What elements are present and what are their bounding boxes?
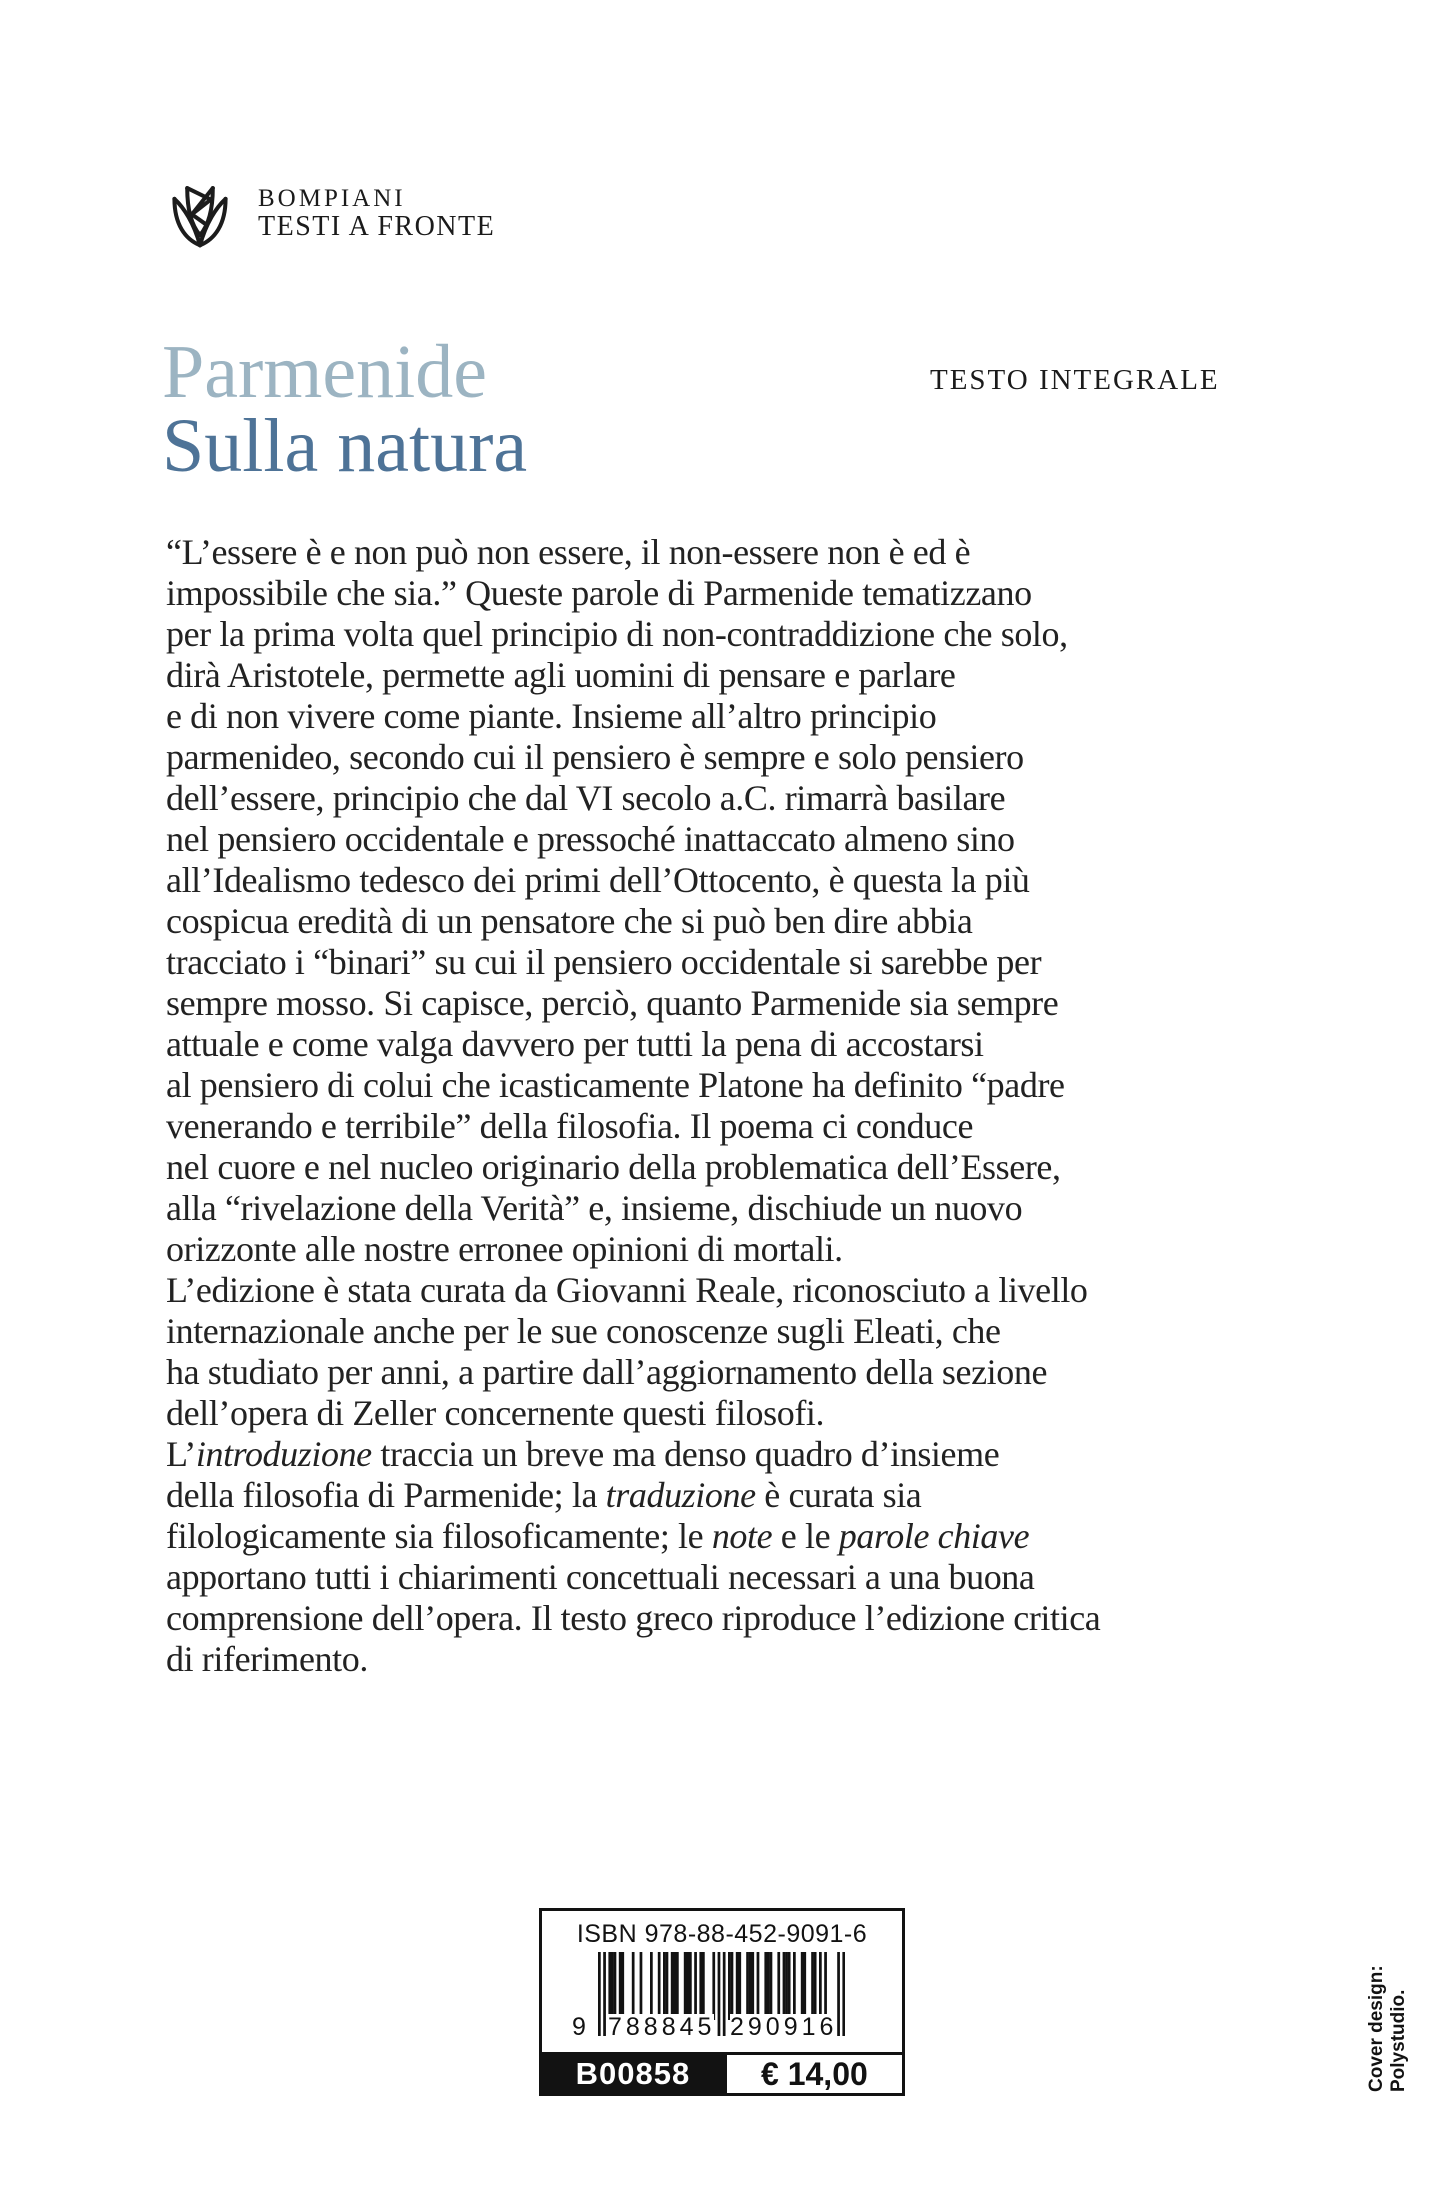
body-line: venerando e terribile” della filosofia. Il poema ci conduce <box>166 1106 974 1146</box>
isbn-text: ISBN 978-88-452-9091-6 <box>576 1920 868 1948</box>
bompiani-rose-icon <box>166 176 234 250</box>
book-title: Sulla natura <box>162 404 528 488</box>
body-line: internazionale anche per le sue conoscenze sugli Eleati, che <box>166 1311 1001 1351</box>
body-line: di riferimento. <box>166 1639 368 1679</box>
publisher-name-line1: BOMPIANI <box>258 185 406 212</box>
body-line: ha studiato per anni, a partire dall’aggiornamento della sezione <box>166 1352 1048 1392</box>
cover-design-credit: Cover design: Polystudio. <box>1366 1965 1409 2092</box>
body-line: cospicua eredità di un pensatore che si può ben dire abbia <box>166 901 973 941</box>
barcode <box>542 1952 902 2040</box>
body-line: orizzonte alle nostre erronee opinioni di mortali. <box>166 1229 843 1269</box>
body-line: alla “rivelazione della Verità” e, insieme, dischiude un nuovo <box>166 1188 1023 1228</box>
price: € 14,00 <box>724 2055 902 2093</box>
book-author: Parmenide <box>162 330 488 414</box>
barcode-label <box>539 1908 905 2096</box>
body-line: comprensione dell’opera. Il testo greco riproduce l’edizione critica <box>166 1598 1101 1638</box>
body-line: L’edizione è stata curata da Giovanni Reale, riconosciuto a livello <box>166 1270 1088 1310</box>
publisher-brand <box>166 176 495 250</box>
body-line: parmenideo, secondo cui il pensiero è sempre e solo pensiero <box>166 737 1024 777</box>
body-line: dell’essere, principio che dal VI secolo a.C. rimarrà basilare <box>166 778 1006 818</box>
body-line: al pensiero di colui che icasticamente Platone ha definito “padre <box>166 1065 1065 1105</box>
body-line: nel pensiero occidentale e pressoché inattaccato almeno sino <box>166 819 1015 859</box>
body-line: impossibile che sia.” Queste parole di Parmenide tematizzano <box>166 573 1032 613</box>
barcode-digits-right: 290916 <box>730 2013 838 2041</box>
body-line: all’Idealismo tedesco dei primi dell’Ottocento, è questa la più <box>166 860 1030 900</box>
body-line: attuale e come valga davvero per tutti la pena di accostarsi <box>166 1024 984 1064</box>
body-line: per la prima volta quel principio di non-contraddizione che solo, <box>166 614 1068 654</box>
body-line: “L’essere è e non può non essere, il non-essere non è ed è <box>166 532 971 572</box>
publisher-code: B00858 <box>542 2055 724 2093</box>
body-text <box>166 532 1100 1680</box>
body-line: dell’opera di Zeller concernente questi filosofi. <box>166 1393 825 1433</box>
edition-badge: TESTO INTEGRALE <box>930 364 1220 396</box>
title-block <box>162 330 528 488</box>
body-line: tracciato i “binari” su cui il pensiero occidentale si sarebbe per <box>166 942 1042 982</box>
label-bottom-row <box>542 2052 902 2093</box>
body-line: filologicamente sia filosoficamente; le note e le parole chiave <box>166 1516 1030 1556</box>
body-line: dirà Aristotele, permette agli uomini di pensare e parlare <box>166 655 956 695</box>
body-line: L’introduzione traccia un breve ma denso quadro d’insieme <box>166 1434 1000 1474</box>
body-line: e di non vivere come piante. Insieme all’altro principio <box>166 696 937 736</box>
body-line: della filosofia di Parmenide; la traduzione è curata sia <box>166 1475 922 1515</box>
barcode-digit-lead: 9 <box>572 2013 586 2041</box>
publisher-name <box>258 176 495 241</box>
body-line: nel cuore e nel nucleo originario della problematica dell’Essere, <box>166 1147 1061 1187</box>
barcode-digits-left: 788845 <box>608 2013 716 2041</box>
publisher-name-line2: TESTI A FRONTE <box>258 211 496 242</box>
body-line: apportano tutti i chiarimenti concettuali necessari a una buona <box>166 1557 1035 1597</box>
body-line: sempre mosso. Si capisce, perciò, quanto Parmenide sia sempre <box>166 983 1059 1023</box>
